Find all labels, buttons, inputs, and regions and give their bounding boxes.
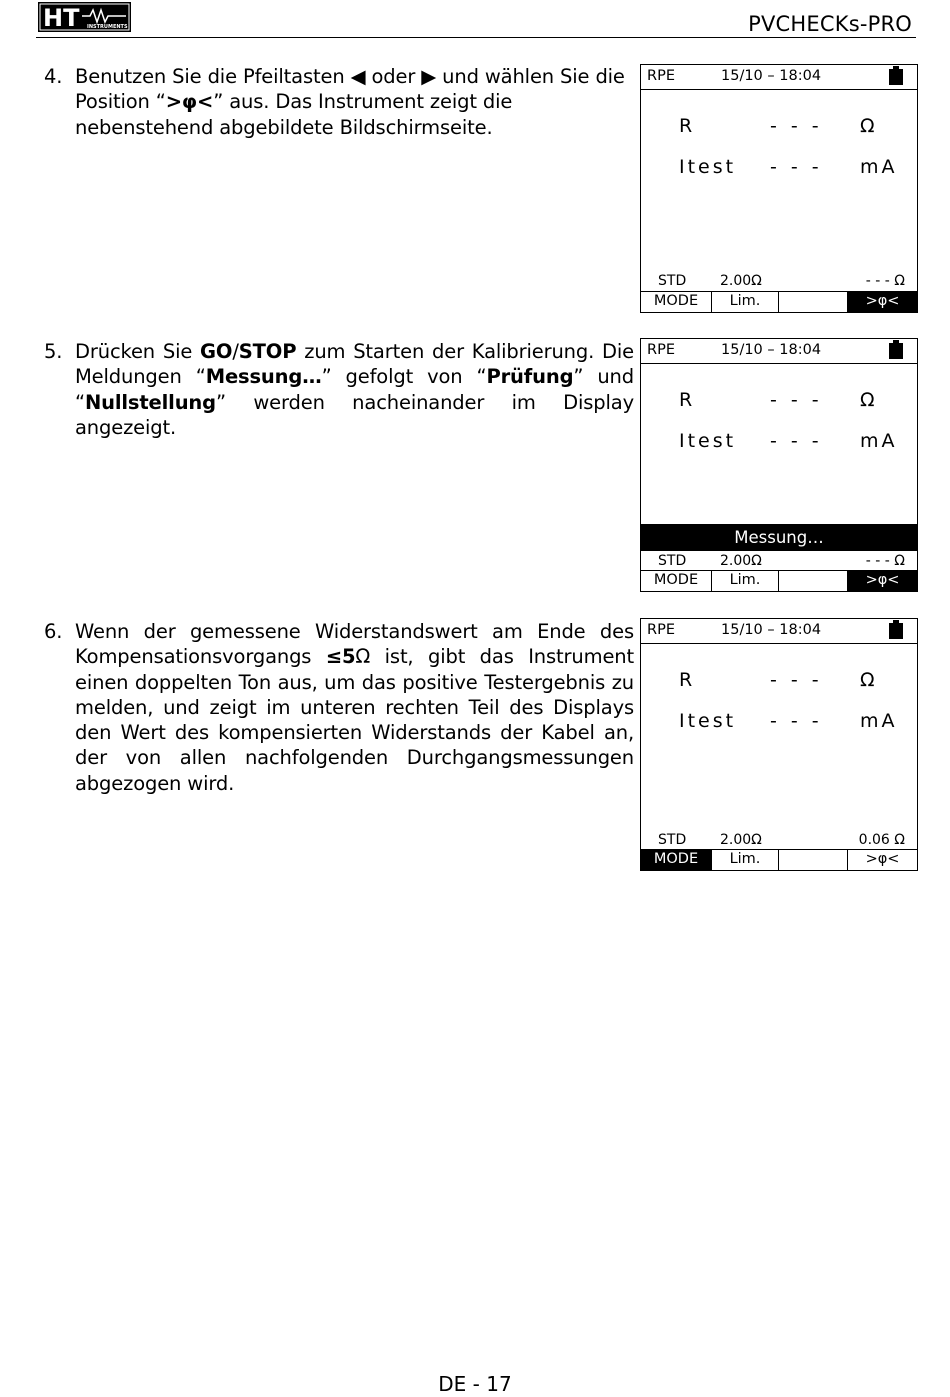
std-row bbox=[641, 272, 917, 290]
bold-text: Prüfung bbox=[486, 365, 574, 389]
softkey-zero-calibration[interactable]: >φ< bbox=[848, 571, 917, 591]
std-row bbox=[641, 831, 917, 849]
softkey-empty[interactable] bbox=[779, 850, 848, 870]
measure-label: R bbox=[679, 115, 696, 137]
step-number: 6. bbox=[44, 620, 63, 643]
step-text bbox=[75, 64, 634, 140]
step-text bbox=[75, 619, 634, 796]
header-rule bbox=[36, 37, 916, 38]
compensation-value: - - - Ω bbox=[865, 553, 905, 569]
compensation-value: - - - Ω bbox=[865, 273, 905, 289]
softkey-mode[interactable]: MODE bbox=[641, 571, 712, 591]
measure-unit: mA bbox=[860, 156, 898, 178]
softkey-zero-calibration[interactable]: >φ< bbox=[848, 292, 917, 312]
text-segment: ” werden nacheinander im Display angezeigt. bbox=[75, 390, 634, 439]
std-mode: STD bbox=[658, 553, 687, 569]
std-mode: STD bbox=[658, 832, 687, 848]
step-number: 5. bbox=[44, 340, 63, 363]
measure-label: Itest bbox=[679, 710, 737, 732]
instrument-screen-2 bbox=[640, 338, 918, 592]
function-label: RPE bbox=[647, 342, 675, 358]
softkey-bar bbox=[641, 291, 917, 312]
screen-status-bar bbox=[641, 339, 917, 364]
measure-value: - - - bbox=[770, 156, 823, 178]
measure-label: Itest bbox=[679, 430, 737, 452]
text-segment: ” gefolgt von “ bbox=[321, 365, 487, 389]
std-row bbox=[641, 552, 917, 570]
status-message: Messung… bbox=[641, 524, 917, 551]
measure-unit: Ω bbox=[860, 115, 878, 137]
measure-unit: mA bbox=[860, 430, 898, 452]
measure-value: - - - bbox=[770, 710, 823, 732]
softkey-empty[interactable] bbox=[779, 292, 848, 312]
document-title: PVCHECKs-PRO bbox=[748, 12, 912, 36]
step-number: 4. bbox=[44, 65, 63, 88]
date-time: 15/10 – 18:04 bbox=[721, 68, 822, 84]
logo-subtext: INSTRUMENTS bbox=[87, 24, 128, 30]
bold-text: GO bbox=[200, 340, 233, 363]
softkey-lim[interactable]: Lim. bbox=[712, 571, 779, 591]
logo-text: HT bbox=[43, 4, 80, 32]
bold-text: STOP bbox=[238, 340, 297, 363]
text-segment: Drücken Sie bbox=[75, 340, 201, 363]
function-label: RPE bbox=[647, 68, 675, 84]
battery-icon bbox=[889, 340, 903, 359]
bold-text: >φ< bbox=[165, 90, 214, 114]
screen-status-bar bbox=[641, 619, 917, 644]
measure-value: - - - bbox=[770, 389, 823, 411]
softkey-bar bbox=[641, 849, 917, 870]
step-text bbox=[75, 339, 634, 440]
step-4 bbox=[44, 64, 634, 140]
measure-label: Itest bbox=[679, 156, 737, 178]
text-segment: ” und “ bbox=[75, 365, 634, 414]
measure-value: - - - bbox=[770, 669, 823, 691]
instrument-screen-3 bbox=[640, 618, 918, 871]
measure-label: R bbox=[679, 389, 696, 411]
bold-text: Nullstellung bbox=[84, 390, 216, 414]
softkey-bar bbox=[641, 570, 917, 591]
compensation-value: 0.06 Ω bbox=[858, 832, 905, 848]
text-segment: Ω ist, gibt das Instrument einen doppelten Ton aus, um das positive Testergebnis zu melden, und zeigt im unteren rechten Teil des Displays den Wert des kompensierten Widerstands der Kabel an, der von allen nachfolgenden Durchgangsmessungen abgezogen wird. bbox=[75, 645, 634, 795]
text-segment: / bbox=[232, 340, 239, 363]
measure-value: - - - bbox=[770, 430, 823, 452]
limit-value: 2.00Ω bbox=[720, 553, 762, 569]
ht-instruments-logo bbox=[38, 2, 131, 32]
measure-unit: mA bbox=[860, 710, 898, 732]
function-label: RPE bbox=[647, 622, 675, 638]
measure-unit: Ω bbox=[860, 669, 878, 691]
step-5 bbox=[44, 339, 634, 440]
softkey-lim[interactable]: Lim. bbox=[712, 292, 779, 312]
softkey-mode[interactable]: MODE bbox=[641, 850, 712, 870]
bold-text: Messung… bbox=[205, 365, 322, 389]
text-segment: Benutzen Sie die Pfeiltasten bbox=[75, 65, 351, 88]
softkey-mode[interactable]: MODE bbox=[641, 292, 712, 312]
battery-icon bbox=[889, 620, 903, 639]
text-segment: ◀ bbox=[350, 65, 366, 88]
text-segment: Wenn der gemessene Widerstandswert am Ende des Kompensationsvorgangs bbox=[75, 620, 634, 669]
battery-icon bbox=[889, 66, 903, 85]
limit-value: 2.00Ω bbox=[720, 832, 762, 848]
std-mode: STD bbox=[658, 273, 687, 289]
screen-status-bar bbox=[641, 65, 917, 90]
date-time: 15/10 – 18:04 bbox=[721, 342, 822, 358]
softkey-empty[interactable] bbox=[779, 571, 848, 591]
text-segment: ” aus. Das Instrument zeigt die nebenstehend abgebildete Bildschirmseite. bbox=[75, 90, 513, 139]
measure-unit: Ω bbox=[860, 389, 878, 411]
measure-value: - - - bbox=[770, 115, 823, 137]
text-segment: ▶ bbox=[421, 65, 437, 88]
text-segment: oder bbox=[365, 65, 422, 88]
bold-text: ≤5 bbox=[325, 645, 356, 669]
softkey-lim[interactable]: Lim. bbox=[712, 850, 779, 870]
date-time: 15/10 – 18:04 bbox=[721, 622, 822, 638]
step-6 bbox=[44, 619, 634, 796]
measure-label: R bbox=[679, 669, 696, 691]
text-segment: und wählen Sie die Position “ bbox=[75, 65, 625, 114]
instrument-screen-1 bbox=[640, 64, 918, 313]
limit-value: 2.00Ω bbox=[720, 273, 762, 289]
softkey-zero-calibration[interactable]: >φ< bbox=[865, 851, 900, 867]
text-segment: zum Starten der Kalibrierung. Die Meldungen “ bbox=[75, 340, 634, 389]
page-number: DE - 17 bbox=[438, 1372, 512, 1396]
